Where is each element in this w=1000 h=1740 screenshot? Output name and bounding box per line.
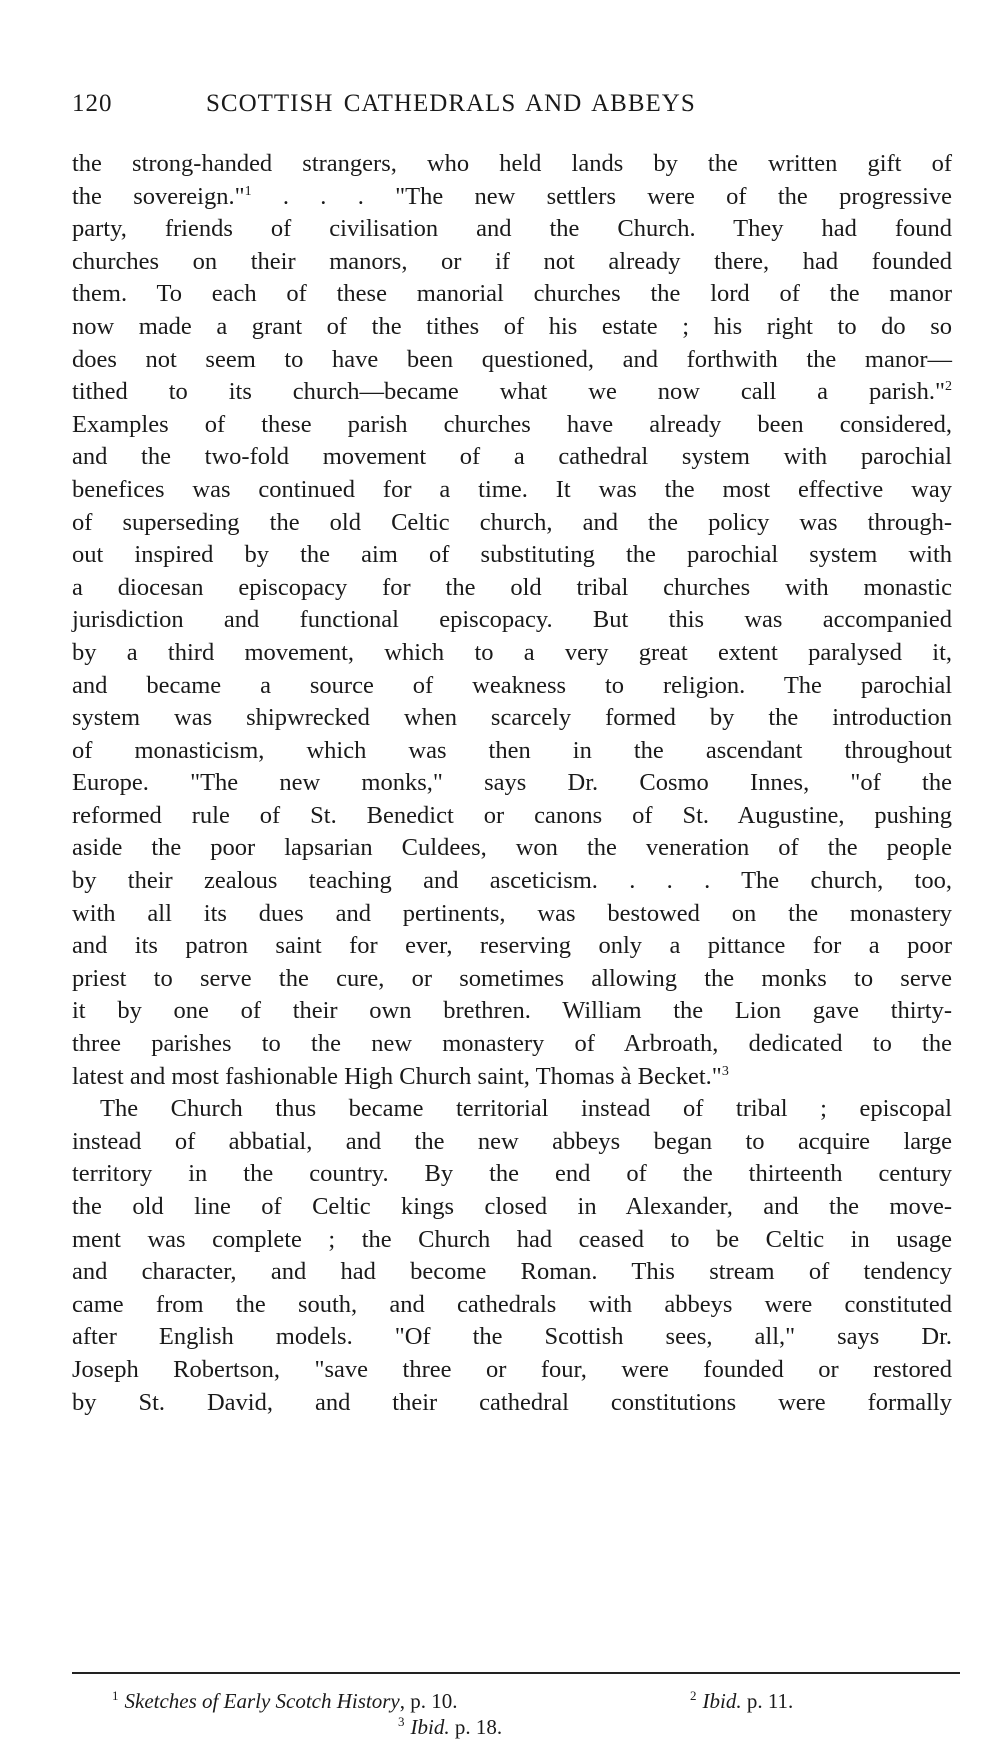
- text-line: ment was complete ; the Church had ceased to be Celtic in usage: [72, 1225, 952, 1253]
- running-title: SCOTTISH CATHEDRALS AND ABBEYS: [206, 90, 696, 117]
- text-line: reformed rule of St. Benedict or canons of St. Augustine, pushing: [72, 801, 952, 829]
- text-line: latest and most fashionable High Church saint, Thomas à Becket."$^3$: [72, 1062, 729, 1090]
- text-line: and its patron saint for ever, reserving only a pittance for a poor: [72, 932, 952, 960]
- text-line: the strong-handed strangers, who held lands by the written gift of: [72, 150, 952, 177]
- text-line: priest to serve the cure, or sometimes allowing the monks to serve: [72, 964, 952, 992]
- text-line: territory in the country. By the end of the thirteenth century: [72, 1160, 952, 1188]
- text-line: Europe. "The new monks," says Dr. Cosmo Innes, "of the: [72, 769, 952, 797]
- text-line: jurisdiction and functional episcopacy. But this was accompanied: [72, 606, 952, 634]
- text-line: it by one of their own brethren. William the Lion gave thirty-: [72, 997, 952, 1025]
- text-line: does not seem to have been questioned, and forthwith the manor—: [72, 345, 952, 373]
- text-line: churches on their manors, or if not already there, had founded: [72, 247, 952, 275]
- text-line: by St. David, and their cathedral constitutions were formally: [72, 1388, 952, 1416]
- text-line: instead of abbatial, and the new abbeys began to acquire large: [72, 1127, 952, 1155]
- text-line: now made a grant of the tithes of his estate ; his right to do so: [72, 312, 952, 340]
- running-head: [72, 70, 952, 117]
- text-line: Joseph Robertson, "save three or four, were founded or restored: [72, 1355, 952, 1383]
- text-line: aside the poor lapsarian Culdees, won the veneration of the people: [72, 834, 952, 862]
- footnote-ref: 1: [244, 183, 252, 199]
- text-line: system was shipwrecked when scarcely formed by the introduction: [72, 704, 952, 732]
- footnotes: [112, 1688, 932, 1740]
- text-line: a diocesan episcopacy for the old tribal churches with monastic: [72, 573, 952, 601]
- text-line: and became a source of weakness to religion. The parochial: [72, 671, 952, 699]
- text-line: tithed to its church—became what we now call a parish."$^2$: [72, 378, 952, 406]
- footnote-rule: [72, 1672, 960, 1674]
- text-line: came from the south, and cathedrals with abbeys were constituted: [72, 1290, 952, 1318]
- text-line: and the two-fold movement of a cathedral system with parochial: [72, 443, 952, 471]
- text-line: party, friends of civilisation and the Church. They had found: [72, 215, 952, 243]
- footnote-row: [112, 1688, 932, 1714]
- text-line: Examples of these parish churches have already been considered,: [72, 410, 952, 438]
- text-line: of monasticism, which was then in the ascendant throughout: [72, 736, 952, 764]
- text-line: the sovereign."$^1$ . . . "The new settlers were of the progressive: [72, 182, 953, 210]
- text-line: them. To each of these manorial churches the lord of the manor: [72, 280, 952, 308]
- text-line: three parishes to the new monastery of Arbroath, dedicated to the: [72, 1030, 952, 1058]
- text-line: by a third movement, which to a very great extent paralysed it,: [72, 638, 952, 666]
- footnote-row: [112, 1714, 932, 1740]
- text-line: The Church thus became territorial instead of tribal ; episcopal: [100, 1095, 952, 1123]
- footnote-1: $^1$ Sketches of Early Scotch History, p. 10.: [112, 1688, 458, 1713]
- text-line: of superseding the old Celtic church, and the policy was through-: [72, 508, 952, 536]
- text-line: with all its dues and pertinents, was bestowed on the monastery: [72, 899, 952, 927]
- text-line: after English models. "Of the Scottish sees, all," says Dr.: [72, 1323, 952, 1351]
- page-number: 120: [72, 90, 113, 117]
- book-page: [72, 70, 952, 1419]
- text-line: and character, and had become Roman. This stream of tendency: [72, 1258, 952, 1286]
- text-line: by their zealous teaching and asceticism. . . . The church, too,: [72, 867, 952, 895]
- footnote-2: $^2$ Ibid. p. 11.: [690, 1688, 794, 1713]
- body-text: [72, 148, 952, 1419]
- text-line: benefices was continued for a time. It was the most effective way: [72, 475, 952, 503]
- text-line: out inspired by the aim of substituting the parochial system with: [72, 541, 952, 569]
- footnote-ref: 3: [721, 1063, 729, 1079]
- text-line: the old line of Celtic kings closed in Alexander, and the move-: [72, 1193, 952, 1220]
- footnote-3: $^3$ Ibid. p. 18.: [398, 1714, 503, 1739]
- footnote-ref: 2: [945, 379, 952, 395]
